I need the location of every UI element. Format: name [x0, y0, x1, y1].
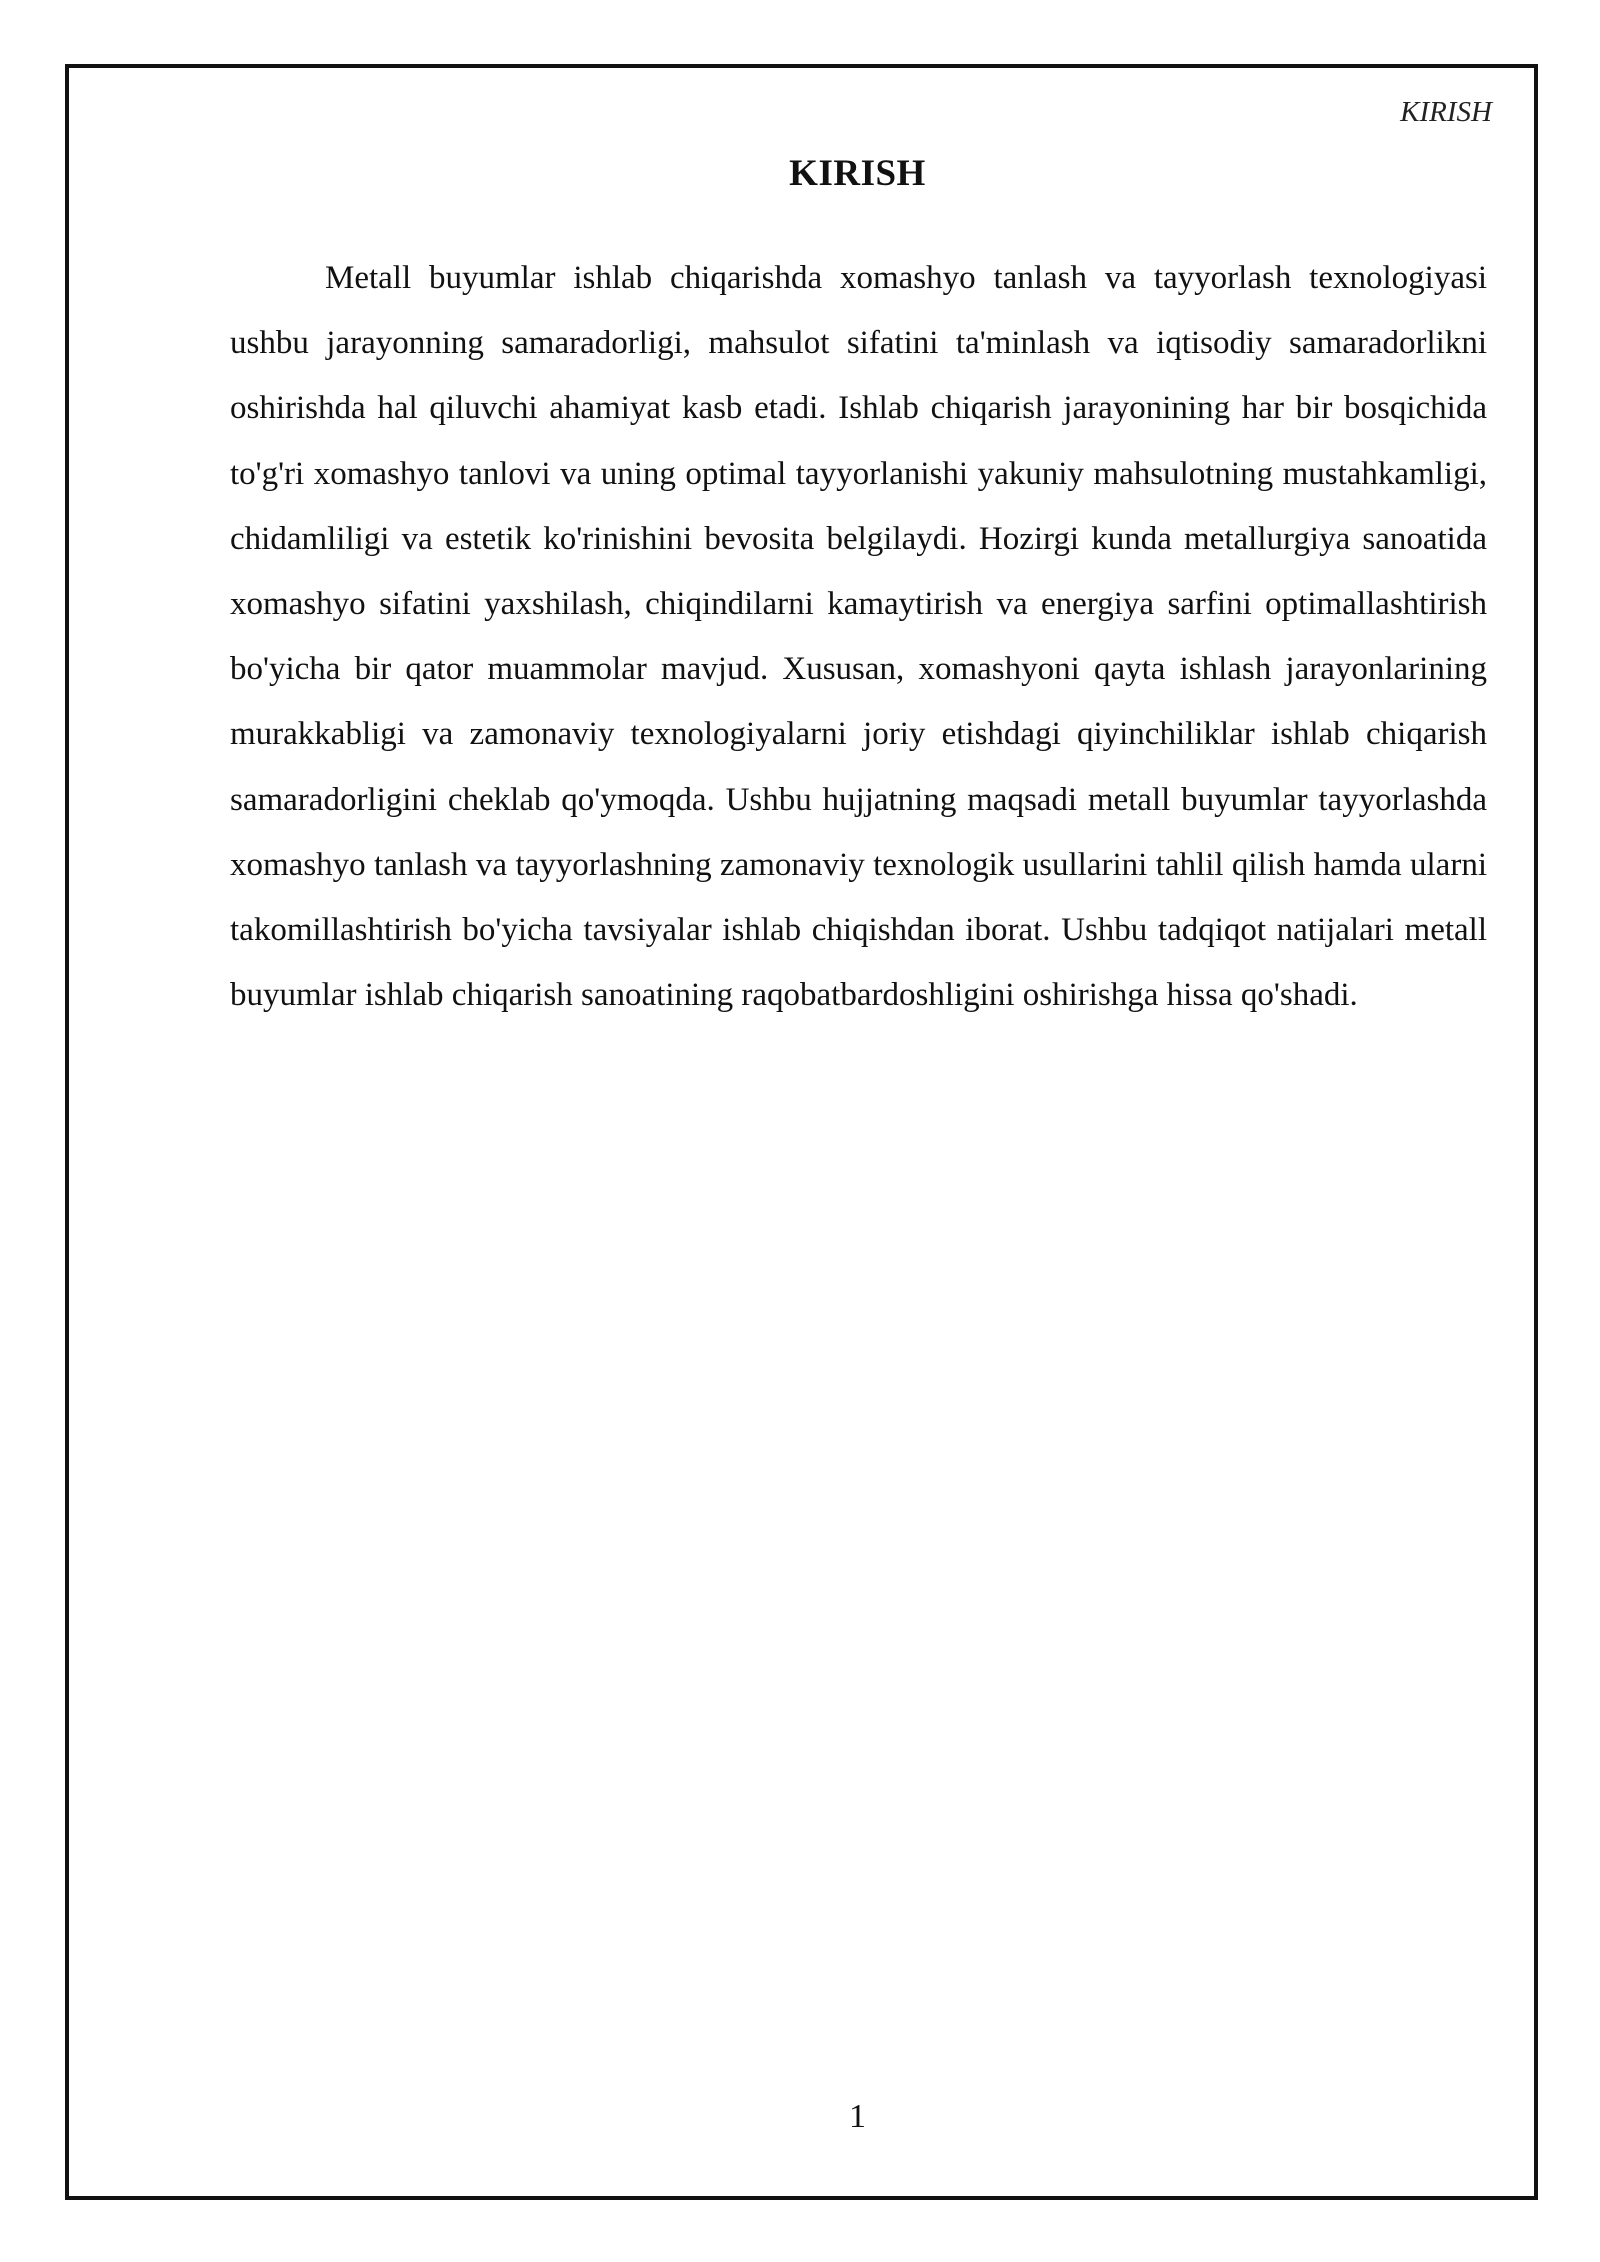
page-number: 1 [849, 2098, 866, 2135]
body-paragraph: Metall buyumlar ishlab chiqarishda xomashyo tanlash va tayyorlash texnologiyasi ushbu jarayonning samaradorligi, mahsulot sifatini ta'minlash va iqtisodiy samaradorlikni oshirishda hal qiluvchi ahamiyat kasb etadi. Ishlab chiqarish jarayonining har bir bosqichida to'g'ri xomashyo tanlovi va uning optimal tayyorlanishi yakuniy mahsulotning mustahkamligi, chidamliligi va estetik ko'rinishini bevosita belgilaydi. Hozirgi kunda metallurgiya sanoatida xomashyo sifatini yaxshilash, chiqindilarni kamaytirish va energiya sarfini optimallashtirish bo'yicha bir qator muammolar mavjud. Xususan, xomashyoni qayta ishlash jarayonlarining murakkabligi va zamonaviy texnologiyalarni joriy etishdagi qiyinchiliklar ishlab chiqarish samaradorligini cheklab qo'ymoqda. Ushbu hujjatning maqsadi metall buyumlar tayyorlashda xomashyo tanlash va tayyorlashning zamonaviy texnologik usullarini tahlil qilish hamda ularni takomillashtirish bo'yicha tavsiyalar ishlab chiqishdan iborat. Ushbu tadqiqot natijalari metall buyumlar ishlab chiqarish sanoatining raqobatbardoshligini oshirishga hissa qo'shadi. [230, 260, 1487, 1014]
running-header: KIRISH [1400, 96, 1492, 128]
page-title: KIRISH [789, 153, 926, 194]
